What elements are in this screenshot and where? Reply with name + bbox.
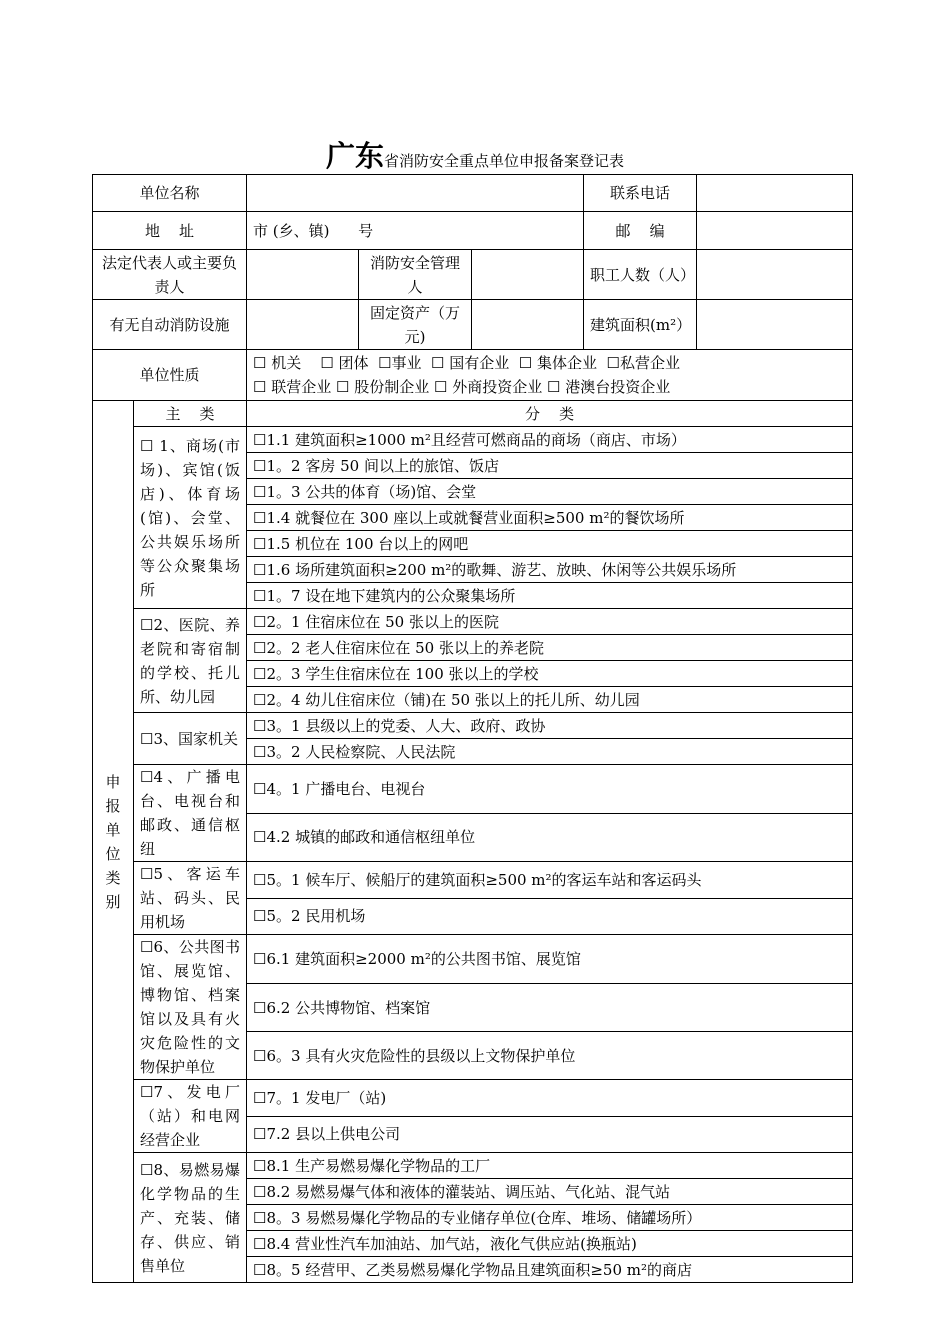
side-label-char: 位 (105, 844, 121, 863)
main-category-5[interactable]: ☐5、客运车站、码头、民用机场 (134, 862, 247, 935)
address-field[interactable]: 市 (乡、镇) 号 (247, 212, 584, 250)
sub-category-item[interactable]: ☐4。1 广播电台、电视台 (247, 765, 853, 814)
sub-category-item[interactable]: ☐6.1 建筑面积≥2000 m²的公共图书馆、展览馆 (247, 935, 853, 984)
legal-rep-field[interactable] (247, 250, 359, 300)
sub-category-item[interactable]: ☐3。2 人民检察院、人民法院 (247, 739, 853, 765)
title-text: 省消防安全重点单位申报备案登记表 (384, 152, 625, 170)
sub-category-item[interactable]: ☐2。4 幼儿住宿床位（铺)在 50 张以上的托儿所、幼儿园 (247, 687, 853, 713)
building-area-field[interactable] (697, 300, 853, 350)
staff-count-field[interactable] (697, 250, 853, 300)
staff-count-label: 职工人数（人） (584, 250, 697, 300)
phone-field[interactable] (697, 175, 853, 212)
main-category-2[interactable]: ☐2、医院、养老院和寄宿制的学校、托儿所、幼儿园 (134, 609, 247, 713)
main-category-7[interactable]: ☐7、发电厂（站）和电网经营企业 (134, 1080, 247, 1153)
unit-nature-options[interactable] (247, 350, 853, 401)
main-category-header: 主 类 (134, 401, 247, 427)
main-category-6[interactable]: ☐6、公共图书馆、展览馆、博物馆、档案馆以及具有火灾危险性的文物保护单位 (134, 935, 247, 1080)
category-side-label (93, 401, 134, 1283)
sub-category-item[interactable]: ☐8。3 易燃易爆化学物品的专业储存单位(仓库、堆场、储罐场所） (247, 1205, 853, 1231)
unit-nature-label: 单位性质 (93, 350, 247, 401)
registration-form (92, 174, 853, 1283)
unit-nature-options-line1[interactable]: ☐ 机关 ☐ 团体 ☐事业 ☐ 国有企业 ☐ 集体企业 ☐私营企业 (253, 354, 681, 372)
sub-category-item[interactable]: ☐8。5 经营甲、乙类易燃易爆化学物品且建筑面积≥50 m²的商店 (247, 1257, 853, 1283)
unit-name-field[interactable] (247, 175, 584, 212)
main-category-1[interactable]: ☐ 1、商场(市场)、宾馆(饭店)、体育场(馆)、会堂、公共娱乐场所等公众聚集场所 (134, 427, 247, 609)
sub-category-item[interactable]: ☐7。1 发电厂（站) (247, 1080, 853, 1117)
safety-manager-field[interactable] (472, 250, 584, 300)
side-label-char: 类 (105, 868, 121, 887)
auto-fire-facility-label: 有无自动消防设施 (93, 300, 247, 350)
sub-category-item[interactable]: ☐7.2 县以上供电公司 (247, 1116, 853, 1153)
sub-category-header: 分 类 (247, 401, 853, 427)
main-category-3[interactable]: ☐3、国家机关 (134, 713, 247, 765)
sub-category-item[interactable]: ☐6。3 具有火灾危险性的县级以上文物保护单位 (247, 1032, 853, 1080)
auto-fire-facility-field[interactable] (247, 300, 359, 350)
sub-category-item[interactable]: ☐1。3 公共的体育（场)馆、会堂 (247, 479, 853, 505)
sub-category-item[interactable]: ☐3。1 县级以上的党委、人大、政府、政协 (247, 713, 853, 739)
fixed-assets-field[interactable] (472, 300, 584, 350)
sub-category-item[interactable]: ☐1.1 建筑面积≥1000 m²且经营可燃商品的商场（商店、市场） (247, 427, 853, 453)
sub-category-item[interactable]: ☐8.1 生产易燃易爆化学物品的工厂 (247, 1153, 853, 1179)
safety-manager-label: 消防安全管理人 (359, 250, 472, 300)
legal-rep-label: 法定代表人或主要负责人 (93, 250, 247, 300)
sub-category-item[interactable]: ☐1。2 客房 50 间以上的旅馆、饭店 (247, 453, 853, 479)
unit-nature-options-line2[interactable]: ☐ 联营企业 ☐ 股份制企业 ☐ 外商投资企业 ☐ 港澳台投资企业 (253, 378, 671, 396)
address-label: 地 址 (93, 212, 247, 250)
postcode-label: 邮 编 (584, 212, 697, 250)
side-label-char: 别 (105, 892, 121, 911)
form-title (0, 134, 950, 175)
sub-category-item[interactable]: ☐8.2 易燃易爆气体和液体的灌装站、调压站、气化站、混气站 (247, 1179, 853, 1205)
side-label-char: 报 (105, 796, 121, 815)
sub-category-item[interactable]: ☐1.6 场所建筑面积≥200 m²的歌舞、游艺、放映、休闲等公共娱乐场所 (247, 557, 853, 583)
main-category-4[interactable]: ☐4、广播电台、电视台和邮政、通信枢纽 (134, 765, 247, 862)
sub-category-item[interactable]: ☐2。3 学生住宿床位在 100 张以上的学校 (247, 661, 853, 687)
sub-category-item[interactable]: ☐6.2 公共博物馆、档案馆 (247, 983, 853, 1032)
fixed-assets-label: 固定资产（万元) (359, 300, 472, 350)
phone-label: 联系电话 (584, 175, 697, 212)
sub-category-item[interactable]: ☐1。7 设在地下建筑内的公众聚集场所 (247, 583, 853, 609)
unit-name-label: 单位名称 (93, 175, 247, 212)
sub-category-item[interactable]: ☐5。2 民用机场 (247, 898, 853, 935)
sub-category-item[interactable]: ☐8.4 营业性汽车加油站、加气站，液化气供应站(换瓶站) (247, 1231, 853, 1257)
sub-category-item[interactable]: ☐5。1 候车厅、候船厅的建筑面积≥500 m²的客运车站和客运码头 (247, 862, 853, 899)
side-label-char: 单 (105, 820, 121, 839)
sub-category-item[interactable]: ☐1.5 机位在 100 台以上的网吧 (247, 531, 853, 557)
main-category-8[interactable]: ☐8、易燃易爆化学物品的生产、充装、储存、供应、销售单位 (134, 1153, 247, 1283)
sub-category-item[interactable]: ☐4.2 城镇的邮政和通信枢纽单位 (247, 813, 853, 862)
sub-category-item[interactable]: ☐2。2 老人住宿床位在 50 张以上的养老院 (247, 635, 853, 661)
side-label-char: 申 (105, 772, 121, 791)
postcode-field[interactable] (697, 212, 853, 250)
sub-category-item[interactable]: ☐2。1 住宿床位在 50 张以上的医院 (247, 609, 853, 635)
building-area-label: 建筑面积(m²） (584, 300, 697, 350)
sub-category-item[interactable]: ☐1.4 就餐位在 300 座以上或就餐营业面积≥500 m²的餐饮场所 (247, 505, 853, 531)
title-province: 广东 (325, 139, 384, 173)
